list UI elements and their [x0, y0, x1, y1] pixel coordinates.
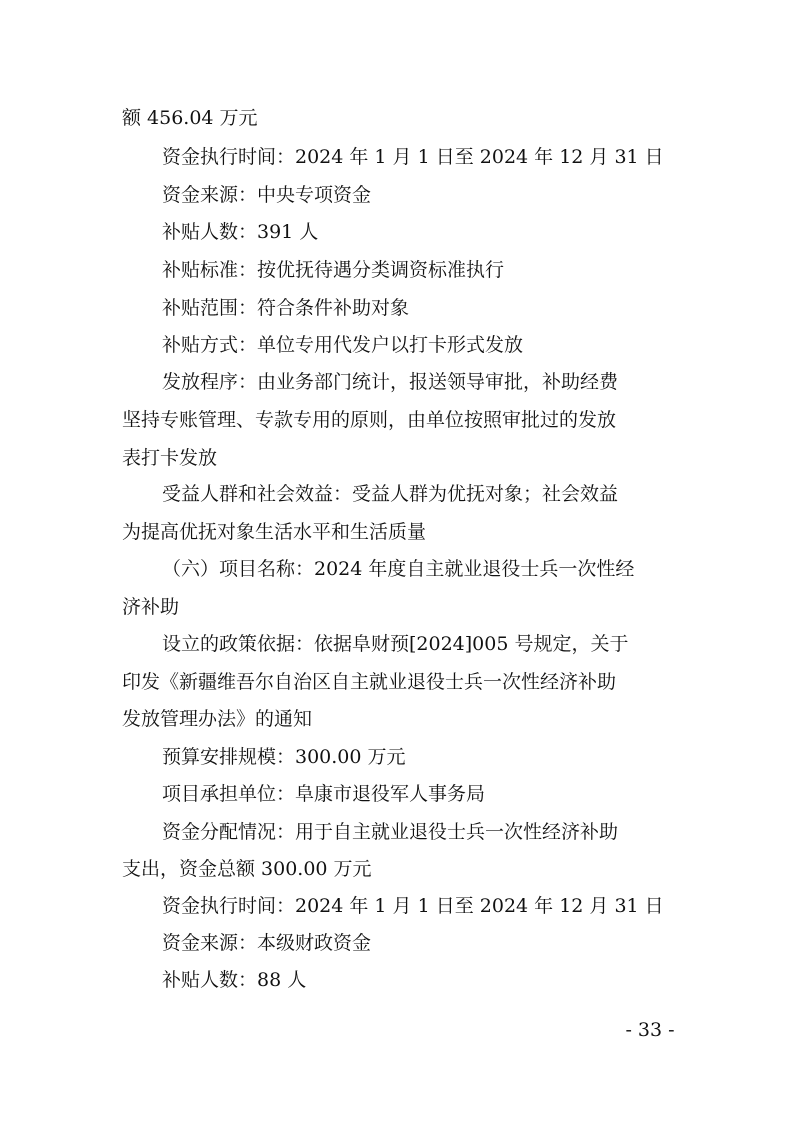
- text-line: 济补助: [122, 596, 180, 618]
- text-line: 为提高优抚对象生活水平和生活质量: [122, 521, 427, 543]
- text-line: 资金来源：中央专项资金: [162, 184, 372, 206]
- text-line: 项目承担单位：阜康市退役军人事务局: [162, 783, 486, 805]
- text-line: 资金来源：本级财政资金: [162, 932, 372, 954]
- text-line: 资金分配情况：用于自主就业退役士兵一次性经济补助: [162, 821, 619, 843]
- text-line: 发放程序：由业务部门统计，报送领导审批，补助经费: [162, 371, 619, 393]
- text-line: 支出，资金总额 300.00 万元: [122, 858, 372, 880]
- page-number: - 33 -: [625, 1019, 675, 1041]
- text-line: 印发《新疆维吾尔自治区自主就业退役士兵一次性经济补助: [122, 671, 617, 693]
- text-line: 补贴方式：单位专用代发户以打卡形式发放: [162, 334, 524, 356]
- text-line: 坚持专账管理、专款专用的原则，由单位按照审批过的发放: [122, 409, 617, 431]
- text-line: 补贴范围：符合条件补助对象: [162, 297, 410, 319]
- text-line: 资金执行时间：2024 年 1 月 1 日至 2024 年 12 月 31 日: [162, 146, 664, 168]
- text-line: 资金执行时间：2024 年 1 月 1 日至 2024 年 12 月 31 日: [162, 895, 664, 917]
- text-line: 受益人群和社会效益：受益人群为优抚对象；社会效益: [162, 483, 619, 505]
- text-line: 表打卡发放: [122, 447, 218, 469]
- text-line: 额 456.04 万元: [122, 107, 258, 129]
- text-line: 发放管理办法》的通知: [122, 708, 313, 730]
- text-line: 补贴标准：按优抚待遇分类调资标准执行: [162, 259, 505, 281]
- text-line: 预算安排规模：300.00 万元: [162, 746, 406, 768]
- text-line: （六）项目名称：2024 年度自主就业退役士兵一次性经: [162, 558, 635, 580]
- text-line: 补贴人数：88 人: [162, 969, 307, 991]
- text-line: 补贴人数：391 人: [162, 221, 319, 243]
- text-line: 设立的政策依据：依据阜财预[2024]005 号规定，关于: [162, 633, 629, 655]
